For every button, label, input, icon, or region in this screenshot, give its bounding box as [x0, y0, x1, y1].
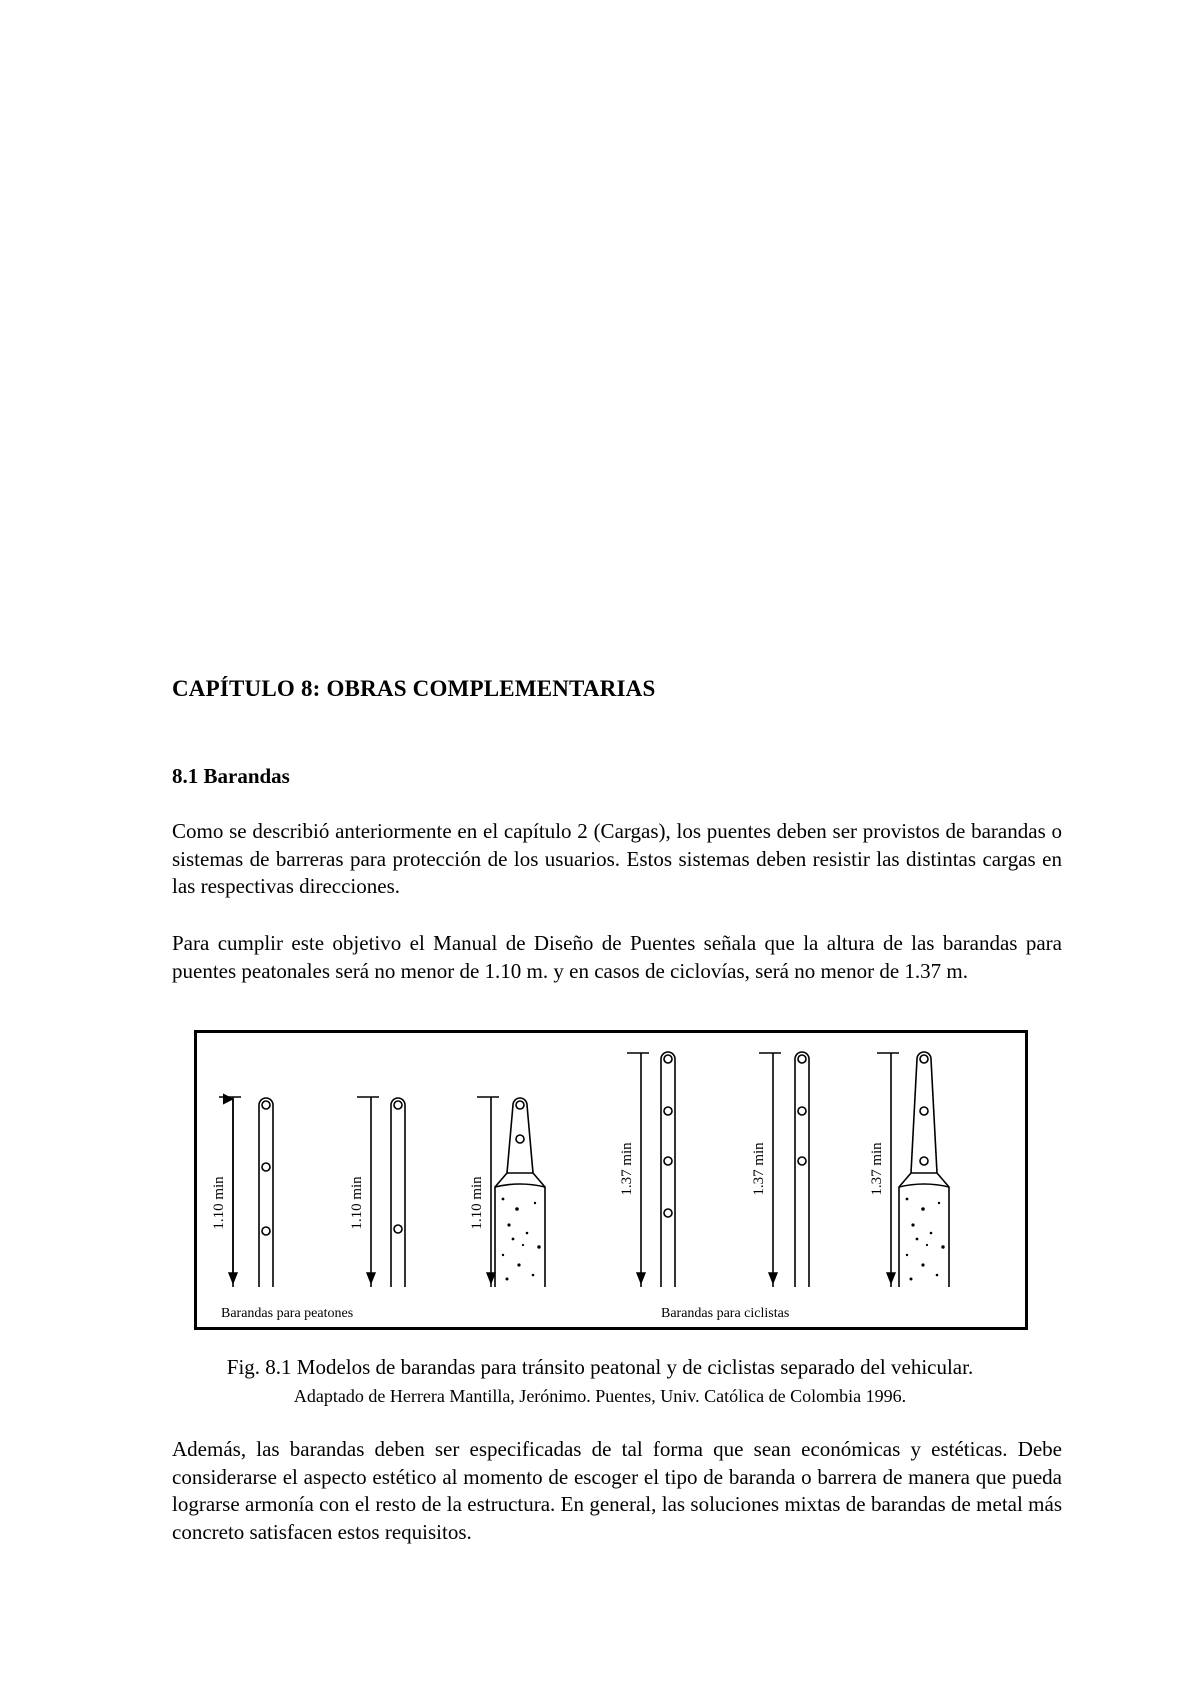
pedestrian-railing-concrete-3 — [477, 1097, 545, 1287]
cyclist-railing-concrete-3 — [877, 1052, 949, 1287]
figure-source: Adaptado de Herrera Mantilla, Jerónimo. Puentes, Univ. Católica de Colombia 1996. — [293, 1386, 907, 1406]
label-pedestrian-railings: Barandas para peatones — [221, 1306, 354, 1321]
paragraph-aesthetics: Además, las barandas deben ser especificadas de tal forma que sean económicas y estéticas. Debe considerarse el aspecto estético al momento de escoger el tipo de baranda o barrera de manera que pueda lograrse armonía con el resto de la estructura. En general, las soluciones mixtas de barandas de metal más concreto satisfacen estos requisitos. — [172, 1437, 1062, 1544]
figure-caption: Fig. 8.1 Modelos de barandas para tránsito peatonal y de ciclistas separado del vehicular. — [226, 1355, 974, 1379]
paragraph-intro: Como se describió anteriormente en el capítulo 2 (Cargas), los puentes deben ser provistos de barandas o sistemas de barreras para protección de los usuarios. Estos sistemas deben resistir las distintas cargas en las respectivas direcciones. — [172, 819, 1062, 898]
pedestrian-railing-post-1 — [219, 1097, 273, 1287]
chapter-title: CAPÍTULO 8: OBRAS COMPLEMENTARIAS — [172, 676, 656, 701]
dim-label-ped-3: 1.10 min — [469, 1176, 485, 1230]
label-cyclist-railings: Barandas para ciclistas — [661, 1306, 790, 1321]
section-title: 8.1 Barandas — [172, 764, 290, 788]
paragraph-heights: Para cumplir este objetivo el Manual de Diseño de Puentes señala que la altura de las barandas para puentes peatonales será no menor de 1.10 m. y en casos de ciclovías, será no menor de 1.37 m. — [172, 931, 1062, 983]
railings-drawing — [197, 1033, 1025, 1327]
dim-label-cyc-3: 1.37 min — [869, 1142, 885, 1196]
dim-label-ped-1: 1.10 min — [211, 1176, 227, 1230]
figure-railings — [194, 1030, 1028, 1330]
dim-label-cyc-2: 1.37 min — [751, 1142, 767, 1196]
dim-label-ped-2: 1.10 min — [349, 1176, 365, 1230]
concrete-texture — [502, 1198, 945, 1281]
dim-label-cyc-1: 1.37 min — [619, 1142, 635, 1196]
